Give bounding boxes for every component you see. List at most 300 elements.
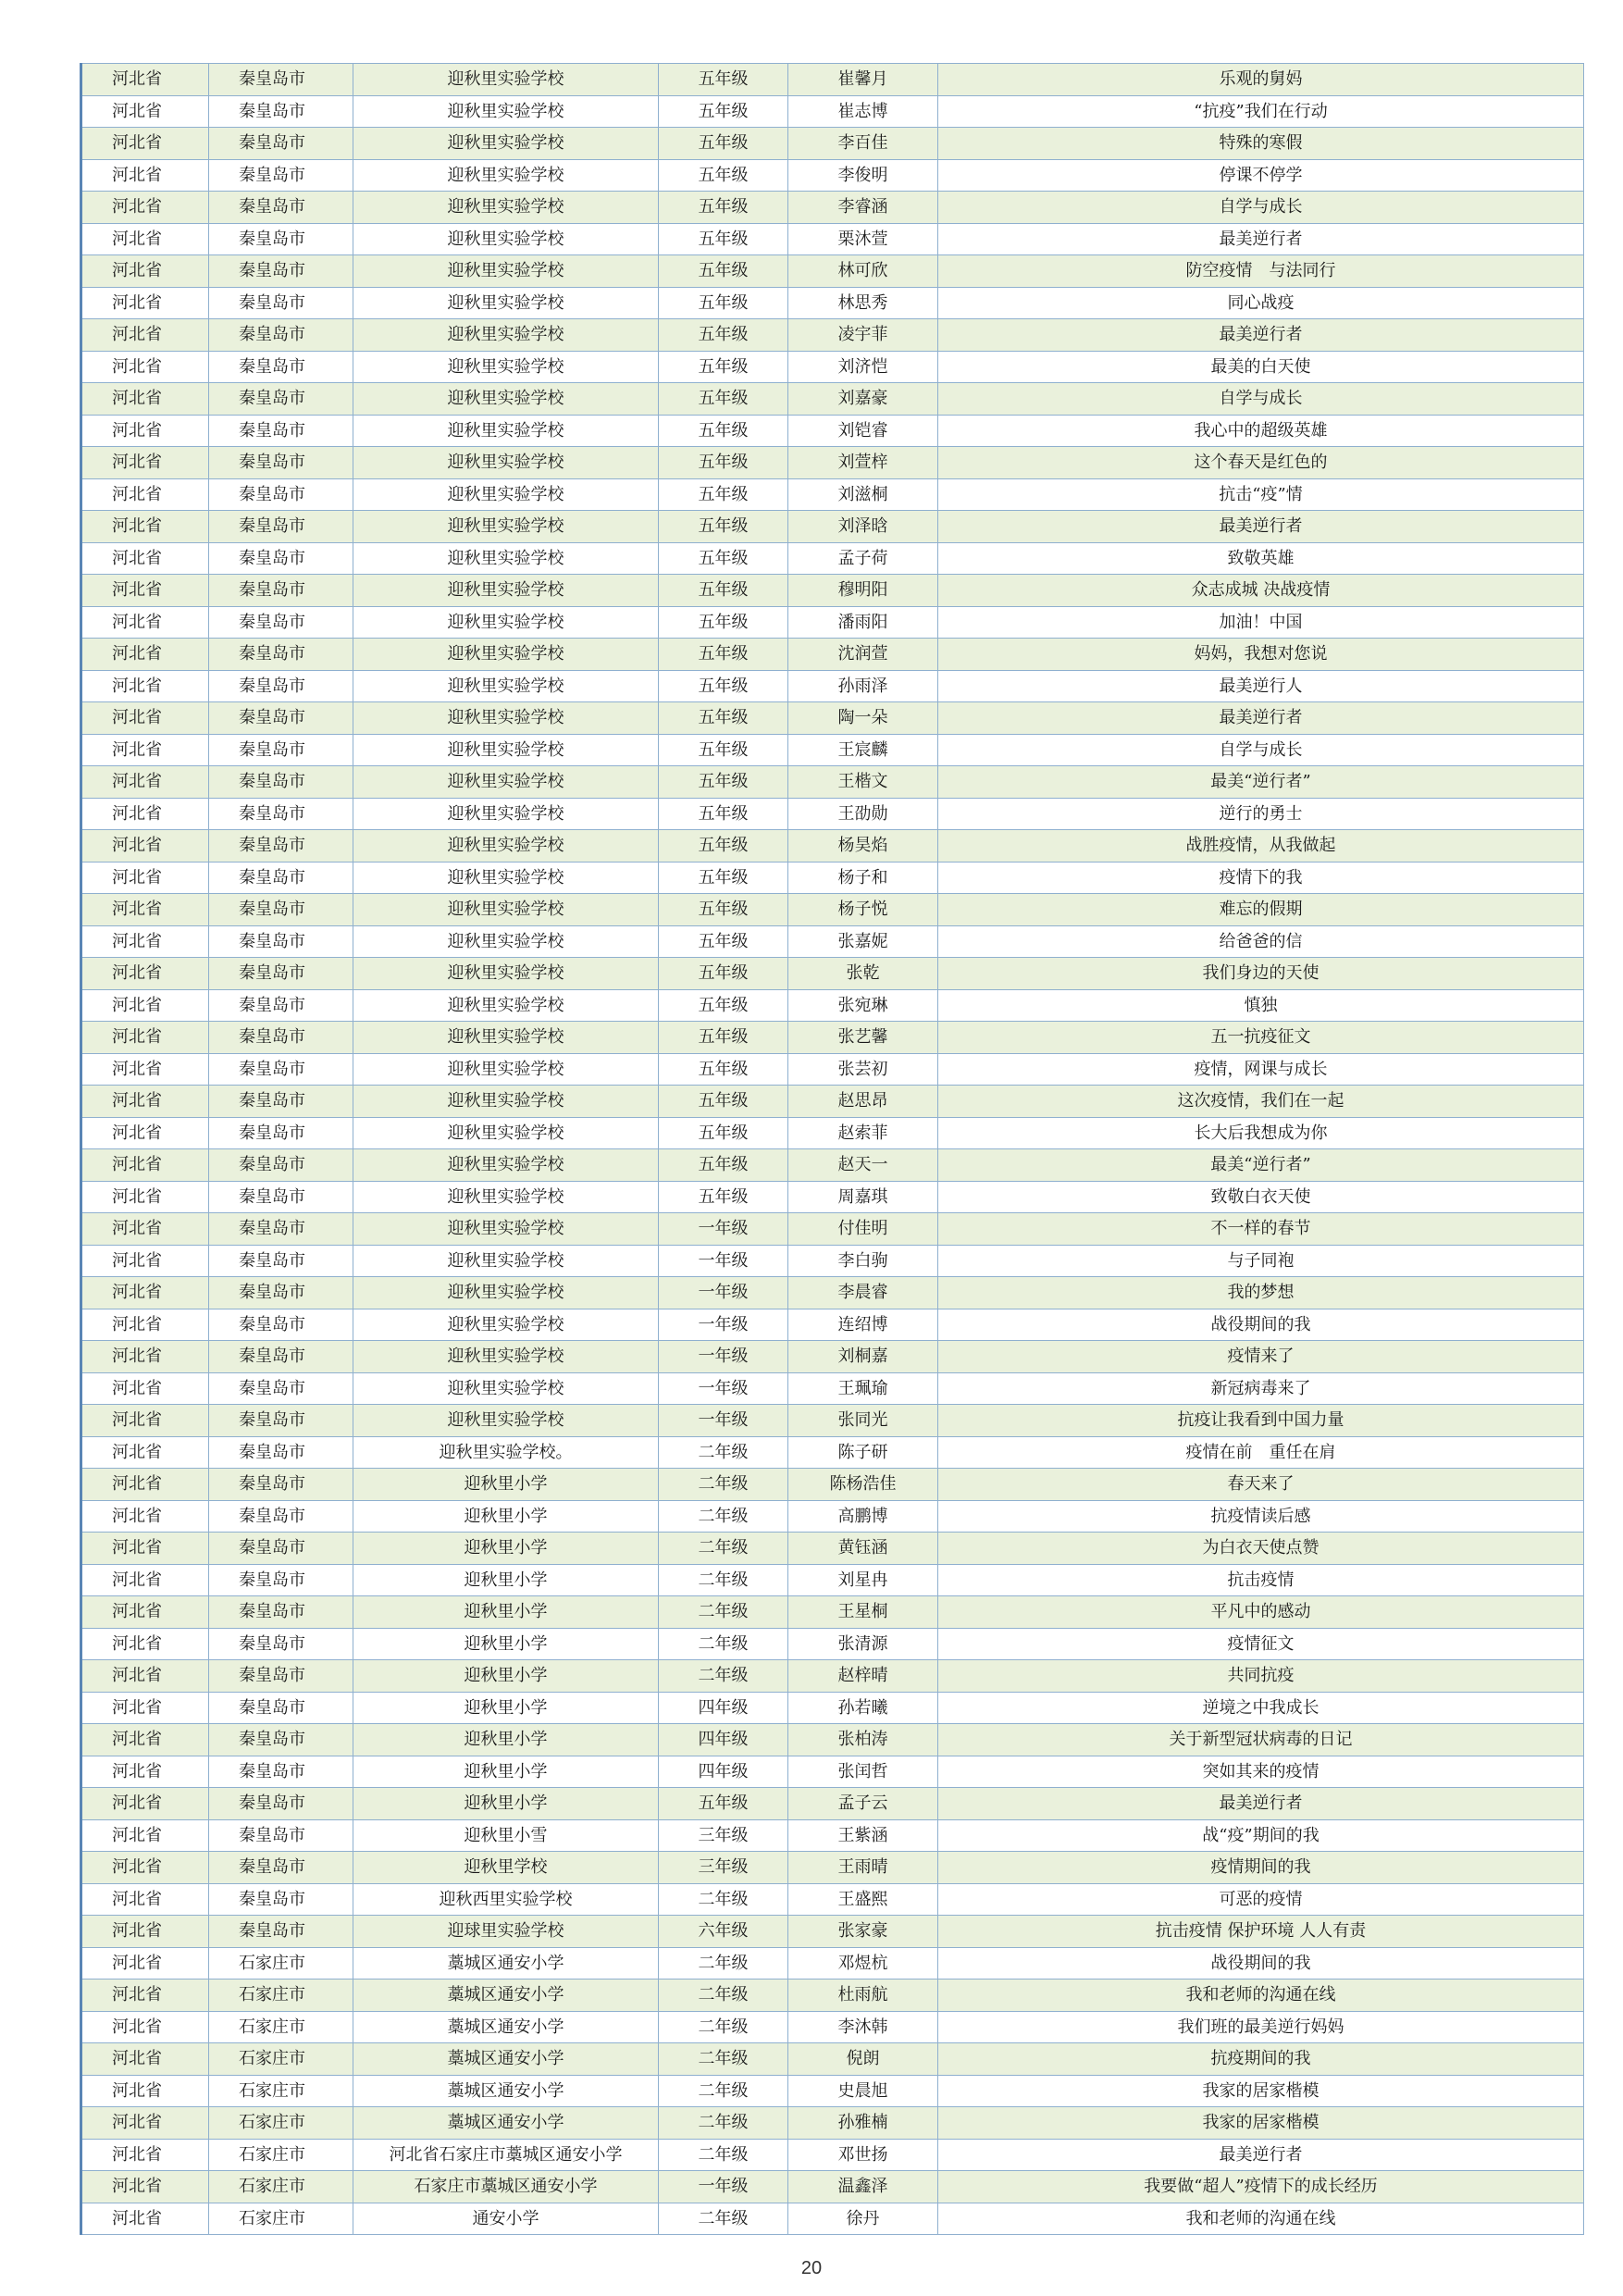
school-cell: 迎秋里实验学校 [353, 1341, 659, 1373]
grade-cell: 五年级 [659, 606, 788, 639]
essay-title-cell: 我们身边的天使 [938, 958, 1584, 990]
table-row [81, 1053, 1584, 1086]
province-cell: 河北省 [81, 1724, 209, 1756]
province-cell: 河北省 [81, 1756, 209, 1788]
school-cell: 藁城区通安小学 [353, 2043, 659, 2076]
student-name-cell: 张清源 [788, 1628, 938, 1660]
school-cell: 迎秋里实验学校 [353, 639, 659, 671]
student-name-cell: 刘泽晗 [788, 511, 938, 543]
city-cell: 石家庄市 [209, 2139, 353, 2171]
essay-title-cell: 致敬英雄 [938, 542, 1584, 575]
student-name-cell: 倪朗 [788, 2043, 938, 2076]
city-cell: 秦皇岛市 [209, 223, 353, 255]
city-cell: 秦皇岛市 [209, 1756, 353, 1788]
city-cell: 秦皇岛市 [209, 639, 353, 671]
student-name-cell: 刘星冉 [788, 1564, 938, 1596]
table-row [81, 1086, 1584, 1118]
essay-title-cell: 抗击疫情 [938, 1564, 1584, 1596]
essay-title-cell: 疫情在前 重任在肩 [938, 1436, 1584, 1469]
school-cell: 藁城区通安小学 [353, 2011, 659, 2043]
student-name-cell: 王宸麟 [788, 734, 938, 766]
school-cell: 迎秋里实验学校 [353, 64, 659, 96]
school-cell: 迎秋里学校 [353, 1852, 659, 1884]
city-cell: 石家庄市 [209, 2043, 353, 2076]
grade-cell: 二年级 [659, 1533, 788, 1565]
student-name-cell: 孙雅楠 [788, 2107, 938, 2140]
essay-title-cell: 最美逆行人 [938, 670, 1584, 702]
essay-title-cell: 我家的居家楷模 [938, 2107, 1584, 2140]
table-row [81, 383, 1584, 416]
grade-cell: 一年级 [659, 1277, 788, 1309]
student-name-cell: 张芸初 [788, 1053, 938, 1086]
school-cell: 迎秋里实验学校 [353, 478, 659, 511]
essay-title-cell: 疫情征文 [938, 1628, 1584, 1660]
student-name-cell: 孟子荷 [788, 542, 938, 575]
province-cell: 河北省 [81, 351, 209, 383]
school-cell: 迎秋里实验学校 [353, 575, 659, 607]
city-cell: 秦皇岛市 [209, 1692, 353, 1724]
table-row [81, 351, 1584, 383]
grade-cell: 五年级 [659, 862, 788, 894]
page-number: 20 [800, 2258, 823, 2278]
student-name-cell: 王楷文 [788, 766, 938, 799]
province-cell: 河北省 [81, 1277, 209, 1309]
student-name-cell: 赵梓晴 [788, 1660, 938, 1693]
student-name-cell: 王雨晴 [788, 1852, 938, 1884]
grade-cell: 五年级 [659, 702, 788, 735]
essay-title-cell: 我和老师的沟通在线 [938, 2203, 1584, 2235]
student-name-cell: 徐丹 [788, 2203, 938, 2235]
school-cell: 迎秋里实验学校 [353, 192, 659, 224]
grade-cell: 五年级 [659, 1086, 788, 1118]
table-row [81, 1405, 1584, 1437]
student-name-cell: 张宛琳 [788, 989, 938, 1022]
essay-title-cell: 疫情期间的我 [938, 1852, 1584, 1884]
school-cell: 迎秋里小学 [353, 1692, 659, 1724]
city-cell: 秦皇岛市 [209, 383, 353, 416]
grade-cell: 二年级 [659, 1947, 788, 1980]
grade-cell: 二年级 [659, 1980, 788, 2012]
student-name-cell: 王珮瑜 [788, 1372, 938, 1405]
city-cell: 秦皇岛市 [209, 1788, 353, 1820]
province-cell: 河北省 [81, 2043, 209, 2076]
student-name-cell: 张艺馨 [788, 1022, 938, 1054]
province-cell: 河北省 [81, 862, 209, 894]
province-cell: 河北省 [81, 1213, 209, 1246]
essay-title-cell: 战役期间的我 [938, 1947, 1584, 1980]
table-row [81, 734, 1584, 766]
essay-title-cell: 我心中的超级英雄 [938, 415, 1584, 447]
table-row [81, 1692, 1584, 1724]
essay-title-cell: 战“疫”期间的我 [938, 1819, 1584, 1852]
school-cell: 迎秋里实验学校 [353, 862, 659, 894]
student-name-cell: 赵思昂 [788, 1086, 938, 1118]
city-cell: 秦皇岛市 [209, 702, 353, 735]
essay-title-cell: 我要做“超人”疫情下的成长经历 [938, 2171, 1584, 2203]
essay-title-cell: 逆境之中我成长 [938, 1692, 1584, 1724]
province-cell: 河北省 [81, 319, 209, 352]
student-name-cell: 刘铠睿 [788, 415, 938, 447]
city-cell: 秦皇岛市 [209, 192, 353, 224]
essay-title-cell: 停课不停学 [938, 159, 1584, 192]
school-cell: 迎秋西里实验学校 [353, 1883, 659, 1916]
table-row [81, 192, 1584, 224]
grade-cell: 二年级 [659, 2043, 788, 2076]
school-cell: 迎秋里实验学校 [353, 1277, 659, 1309]
table-row [81, 1245, 1584, 1277]
table-body [81, 64, 1584, 2235]
student-name-cell: 穆明阳 [788, 575, 938, 607]
grade-cell: 五年级 [659, 95, 788, 128]
school-cell: 迎秋里实验学校 [353, 1309, 659, 1341]
table-row [81, 128, 1584, 160]
grade-cell: 五年级 [659, 575, 788, 607]
student-name-cell: 付佳明 [788, 1213, 938, 1246]
city-cell: 秦皇岛市 [209, 1372, 353, 1405]
grade-cell: 五年级 [659, 894, 788, 926]
grade-cell: 二年级 [659, 1436, 788, 1469]
grade-cell: 五年级 [659, 1181, 788, 1213]
table-row [81, 958, 1584, 990]
essay-title-cell: 最美逆行者 [938, 702, 1584, 735]
essay-title-cell: 逆行的勇士 [938, 798, 1584, 830]
province-cell: 河北省 [81, 192, 209, 224]
city-cell: 秦皇岛市 [209, 128, 353, 160]
city-cell: 秦皇岛市 [209, 606, 353, 639]
school-cell: 迎秋里实验学校 [353, 1117, 659, 1149]
school-cell: 迎秋里实验学校 [353, 159, 659, 192]
student-name-cell: 史晨旭 [788, 2075, 938, 2107]
essay-title-cell: 慎独 [938, 989, 1584, 1022]
essay-title-cell: 抗疫期间的我 [938, 2043, 1584, 2076]
school-cell: 藁城区通安小学 [353, 2107, 659, 2140]
school-cell: 迎秋里小学 [353, 1724, 659, 1756]
student-name-cell: 杨子悦 [788, 894, 938, 926]
essay-title-cell: 自学与成长 [938, 734, 1584, 766]
city-cell: 秦皇岛市 [209, 670, 353, 702]
school-cell: 迎秋里小学 [353, 1596, 659, 1629]
table-row [81, 1788, 1584, 1820]
table-row [81, 639, 1584, 671]
grade-cell: 五年级 [659, 542, 788, 575]
essay-title-cell: 最美“逆行者” [938, 1149, 1584, 1182]
table-row [81, 2203, 1584, 2235]
city-cell: 石家庄市 [209, 2203, 353, 2235]
province-cell: 河北省 [81, 1883, 209, 1916]
city-cell: 秦皇岛市 [209, 1564, 353, 1596]
grade-cell: 一年级 [659, 1309, 788, 1341]
city-cell: 秦皇岛市 [209, 1436, 353, 1469]
province-cell: 河北省 [81, 830, 209, 863]
school-cell: 迎秋里实验学校 [353, 989, 659, 1022]
province-cell: 河北省 [81, 478, 209, 511]
school-cell: 迎秋里实验学校 [353, 1022, 659, 1054]
province-cell: 河北省 [81, 958, 209, 990]
table-row [81, 2011, 1584, 2043]
table-row [81, 1628, 1584, 1660]
grade-cell: 五年级 [659, 670, 788, 702]
province-cell: 河北省 [81, 447, 209, 479]
school-cell: 迎秋里小学 [353, 1564, 659, 1596]
province-cell: 河北省 [81, 1500, 209, 1533]
grade-cell: 三年级 [659, 1852, 788, 1884]
essay-title-cell: 不一样的春节 [938, 1213, 1584, 1246]
essay-title-cell: 战役期间的我 [938, 1309, 1584, 1341]
grade-cell: 六年级 [659, 1916, 788, 1948]
essay-title-cell: 自学与成长 [938, 192, 1584, 224]
province-cell: 河北省 [81, 1341, 209, 1373]
essay-title-cell: 特殊的寒假 [938, 128, 1584, 160]
student-name-cell: 陈子研 [788, 1436, 938, 1469]
essay-title-cell: 可恶的疫情 [938, 1883, 1584, 1916]
city-cell: 秦皇岛市 [209, 478, 353, 511]
student-name-cell: 刘桐嘉 [788, 1341, 938, 1373]
grade-cell: 五年级 [659, 1788, 788, 1820]
school-cell: 迎秋里实验学校。 [353, 1436, 659, 1469]
table-row [81, 702, 1584, 735]
city-cell: 秦皇岛市 [209, 958, 353, 990]
essay-title-cell: 妈妈，我想对您说 [938, 639, 1584, 671]
province-cell: 河北省 [81, 2011, 209, 2043]
city-cell: 秦皇岛市 [209, 351, 353, 383]
student-name-cell: 林思秀 [788, 287, 938, 319]
province-cell: 河北省 [81, 2107, 209, 2140]
essay-title-cell: “抗疫”我们在行动 [938, 95, 1584, 128]
school-cell: 迎秋里实验学校 [353, 830, 659, 863]
student-name-cell: 孙若曦 [788, 1692, 938, 1724]
student-name-cell: 张嘉妮 [788, 925, 938, 958]
table-row [81, 1564, 1584, 1596]
province-cell: 河北省 [81, 606, 209, 639]
student-name-cell: 王盛熙 [788, 1883, 938, 1916]
city-cell: 秦皇岛市 [209, 1341, 353, 1373]
grade-cell: 一年级 [659, 1372, 788, 1405]
essay-title-cell: 我们班的最美逆行妈妈 [938, 2011, 1584, 2043]
table-row [81, 1277, 1584, 1309]
province-cell: 河北省 [81, 1181, 209, 1213]
essay-title-cell: 最美逆行者 [938, 511, 1584, 543]
province-cell: 河北省 [81, 1628, 209, 1660]
school-cell: 迎秋里实验学校 [353, 287, 659, 319]
school-cell: 迎球里实验学校 [353, 1916, 659, 1948]
school-cell: 迎秋里实验学校 [353, 1053, 659, 1086]
essay-title-cell: 给爸爸的信 [938, 925, 1584, 958]
city-cell: 秦皇岛市 [209, 1277, 353, 1309]
table-row [81, 1533, 1584, 1565]
province-cell: 河北省 [81, 415, 209, 447]
province-cell: 河北省 [81, 1564, 209, 1596]
grade-cell: 五年级 [659, 255, 788, 288]
grade-cell: 二年级 [659, 1500, 788, 1533]
essay-title-cell: 同心战疫 [938, 287, 1584, 319]
student-name-cell: 张柏涛 [788, 1724, 938, 1756]
city-cell: 秦皇岛市 [209, 798, 353, 830]
province-cell: 河北省 [81, 2075, 209, 2107]
table-row [81, 447, 1584, 479]
province-cell: 河北省 [81, 1819, 209, 1852]
school-cell: 迎秋里实验学校 [353, 128, 659, 160]
school-cell: 迎秋里实验学校 [353, 255, 659, 288]
school-cell: 藁城区通安小学 [353, 2075, 659, 2107]
city-cell: 秦皇岛市 [209, 95, 353, 128]
grade-cell: 二年级 [659, 1596, 788, 1629]
table-row [81, 1309, 1584, 1341]
student-name-cell: 连绍博 [788, 1309, 938, 1341]
essay-title-cell: 最美逆行者 [938, 223, 1584, 255]
city-cell: 秦皇岛市 [209, 1245, 353, 1277]
essay-title-cell: 抗疫让我看到中国力量 [938, 1405, 1584, 1437]
school-cell: 迎秋里实验学校 [353, 670, 659, 702]
city-cell: 石家庄市 [209, 2107, 353, 2140]
school-cell: 迎秋里小学 [353, 1500, 659, 1533]
grade-cell: 二年级 [659, 1469, 788, 1501]
table-row [81, 894, 1584, 926]
school-cell: 迎秋里实验学校 [353, 1405, 659, 1437]
city-cell: 秦皇岛市 [209, 1819, 353, 1852]
grade-cell: 五年级 [659, 639, 788, 671]
table-row [81, 1469, 1584, 1501]
province-cell: 河北省 [81, 128, 209, 160]
school-cell: 迎秋里实验学校 [353, 702, 659, 735]
province-cell: 河北省 [81, 1405, 209, 1437]
grade-cell: 五年级 [659, 1053, 788, 1086]
essay-title-cell: 自学与成长 [938, 383, 1584, 416]
table-row [81, 830, 1584, 863]
school-cell: 通安小学 [353, 2203, 659, 2235]
city-cell: 秦皇岛市 [209, 1405, 353, 1437]
table-row [81, 606, 1584, 639]
table-row [81, 1372, 1584, 1405]
student-name-cell: 李晨睿 [788, 1277, 938, 1309]
table-row [81, 862, 1584, 894]
essay-title-cell: 与子同袍 [938, 1245, 1584, 1277]
student-name-cell: 张同光 [788, 1405, 938, 1437]
essay-title-cell: 关于新型冠状病毒的日记 [938, 1724, 1584, 1756]
school-cell: 迎秋里实验学校 [353, 319, 659, 352]
grade-cell: 一年级 [659, 2171, 788, 2203]
essay-title-cell: 我的梦想 [938, 1277, 1584, 1309]
grade-cell: 五年级 [659, 766, 788, 799]
student-name-cell: 黄钰涵 [788, 1533, 938, 1565]
grade-cell: 五年级 [659, 798, 788, 830]
province-cell: 河北省 [81, 925, 209, 958]
province-cell: 河北省 [81, 1436, 209, 1469]
school-cell: 迎秋里实验学校 [353, 925, 659, 958]
province-cell: 河北省 [81, 1372, 209, 1405]
school-cell: 迎秋里实验学校 [353, 894, 659, 926]
province-cell: 河北省 [81, 1916, 209, 1948]
city-cell: 秦皇岛市 [209, 766, 353, 799]
student-name-cell: 凌宇菲 [788, 319, 938, 352]
province-cell: 河北省 [81, 1947, 209, 1980]
province-cell: 河北省 [81, 1086, 209, 1118]
essay-title-cell: 疫情下的我 [938, 862, 1584, 894]
province-cell: 河北省 [81, 1309, 209, 1341]
grade-cell: 五年级 [659, 511, 788, 543]
essay-title-cell: 最美逆行者 [938, 2139, 1584, 2171]
student-name-cell: 崔志博 [788, 95, 938, 128]
city-cell: 秦皇岛市 [209, 1181, 353, 1213]
student-name-cell: 孟子云 [788, 1788, 938, 1820]
school-cell: 迎秋里实验学校 [353, 415, 659, 447]
grade-cell: 二年级 [659, 2107, 788, 2140]
essay-title-cell: 疫情来了 [938, 1341, 1584, 1373]
grade-cell: 一年级 [659, 1245, 788, 1277]
essay-title-cell: 抗疫情读后感 [938, 1500, 1584, 1533]
student-name-cell: 刘萱梓 [788, 447, 938, 479]
school-cell: 迎秋里小学 [353, 1628, 659, 1660]
city-cell: 秦皇岛市 [209, 1724, 353, 1756]
table-row [81, 1436, 1584, 1469]
student-name-cell: 杜雨航 [788, 1980, 938, 2012]
grade-cell: 二年级 [659, 2075, 788, 2107]
grade-cell: 四年级 [659, 1692, 788, 1724]
school-cell: 藁城区通安小学 [353, 1947, 659, 1980]
province-cell: 河北省 [81, 639, 209, 671]
table-row [81, 1947, 1584, 1980]
province-cell: 河北省 [81, 1852, 209, 1884]
grade-cell: 二年级 [659, 2139, 788, 2171]
province-cell: 河北省 [81, 702, 209, 735]
student-name-cell: 沈润萱 [788, 639, 938, 671]
grade-cell: 五年级 [659, 989, 788, 1022]
grade-cell: 五年级 [659, 351, 788, 383]
grade-cell: 二年级 [659, 2011, 788, 2043]
province-cell: 河北省 [81, 989, 209, 1022]
table-row [81, 1660, 1584, 1693]
student-name-cell: 杨子和 [788, 862, 938, 894]
province-cell: 河北省 [81, 255, 209, 288]
student-name-cell: 崔馨月 [788, 64, 938, 96]
province-cell: 河北省 [81, 1053, 209, 1086]
student-name-cell: 王星桐 [788, 1596, 938, 1629]
school-cell: 迎秋里小学 [353, 1788, 659, 1820]
province-cell: 河北省 [81, 670, 209, 702]
school-cell: 迎秋里小学 [353, 1533, 659, 1565]
school-cell: 迎秋里实验学校 [353, 383, 659, 416]
city-cell: 石家庄市 [209, 1980, 353, 2012]
table-row [81, 1341, 1584, 1373]
table-row [81, 511, 1584, 543]
essay-title-cell: 五一抗疫征文 [938, 1022, 1584, 1054]
city-cell: 秦皇岛市 [209, 1596, 353, 1629]
city-cell: 秦皇岛市 [209, 1149, 353, 1182]
grade-cell: 五年级 [659, 192, 788, 224]
province-cell: 河北省 [81, 734, 209, 766]
table-row [81, 1852, 1584, 1884]
city-cell: 秦皇岛市 [209, 1916, 353, 1948]
school-cell: 迎秋里实验学校 [353, 351, 659, 383]
school-cell: 迎秋里实验学校 [353, 95, 659, 128]
table-row [81, 159, 1584, 192]
city-cell: 秦皇岛市 [209, 64, 353, 96]
essay-title-cell: 难忘的假期 [938, 894, 1584, 926]
table-row [81, 1883, 1584, 1916]
city-cell: 秦皇岛市 [209, 1852, 353, 1884]
school-cell: 迎秋里小学 [353, 1756, 659, 1788]
city-cell: 秦皇岛市 [209, 1086, 353, 1118]
table-row [81, 1181, 1584, 1213]
grade-cell: 五年级 [659, 830, 788, 863]
student-name-cell: 邓世扬 [788, 2139, 938, 2171]
grade-cell: 二年级 [659, 1660, 788, 1693]
province-cell: 河北省 [81, 2139, 209, 2171]
school-cell: 河北省石家庄市藁城区通安小学 [353, 2139, 659, 2171]
school-cell: 迎秋里实验学校 [353, 542, 659, 575]
grade-cell: 五年级 [659, 128, 788, 160]
grade-cell: 五年级 [659, 287, 788, 319]
student-name-cell: 赵天一 [788, 1149, 938, 1182]
